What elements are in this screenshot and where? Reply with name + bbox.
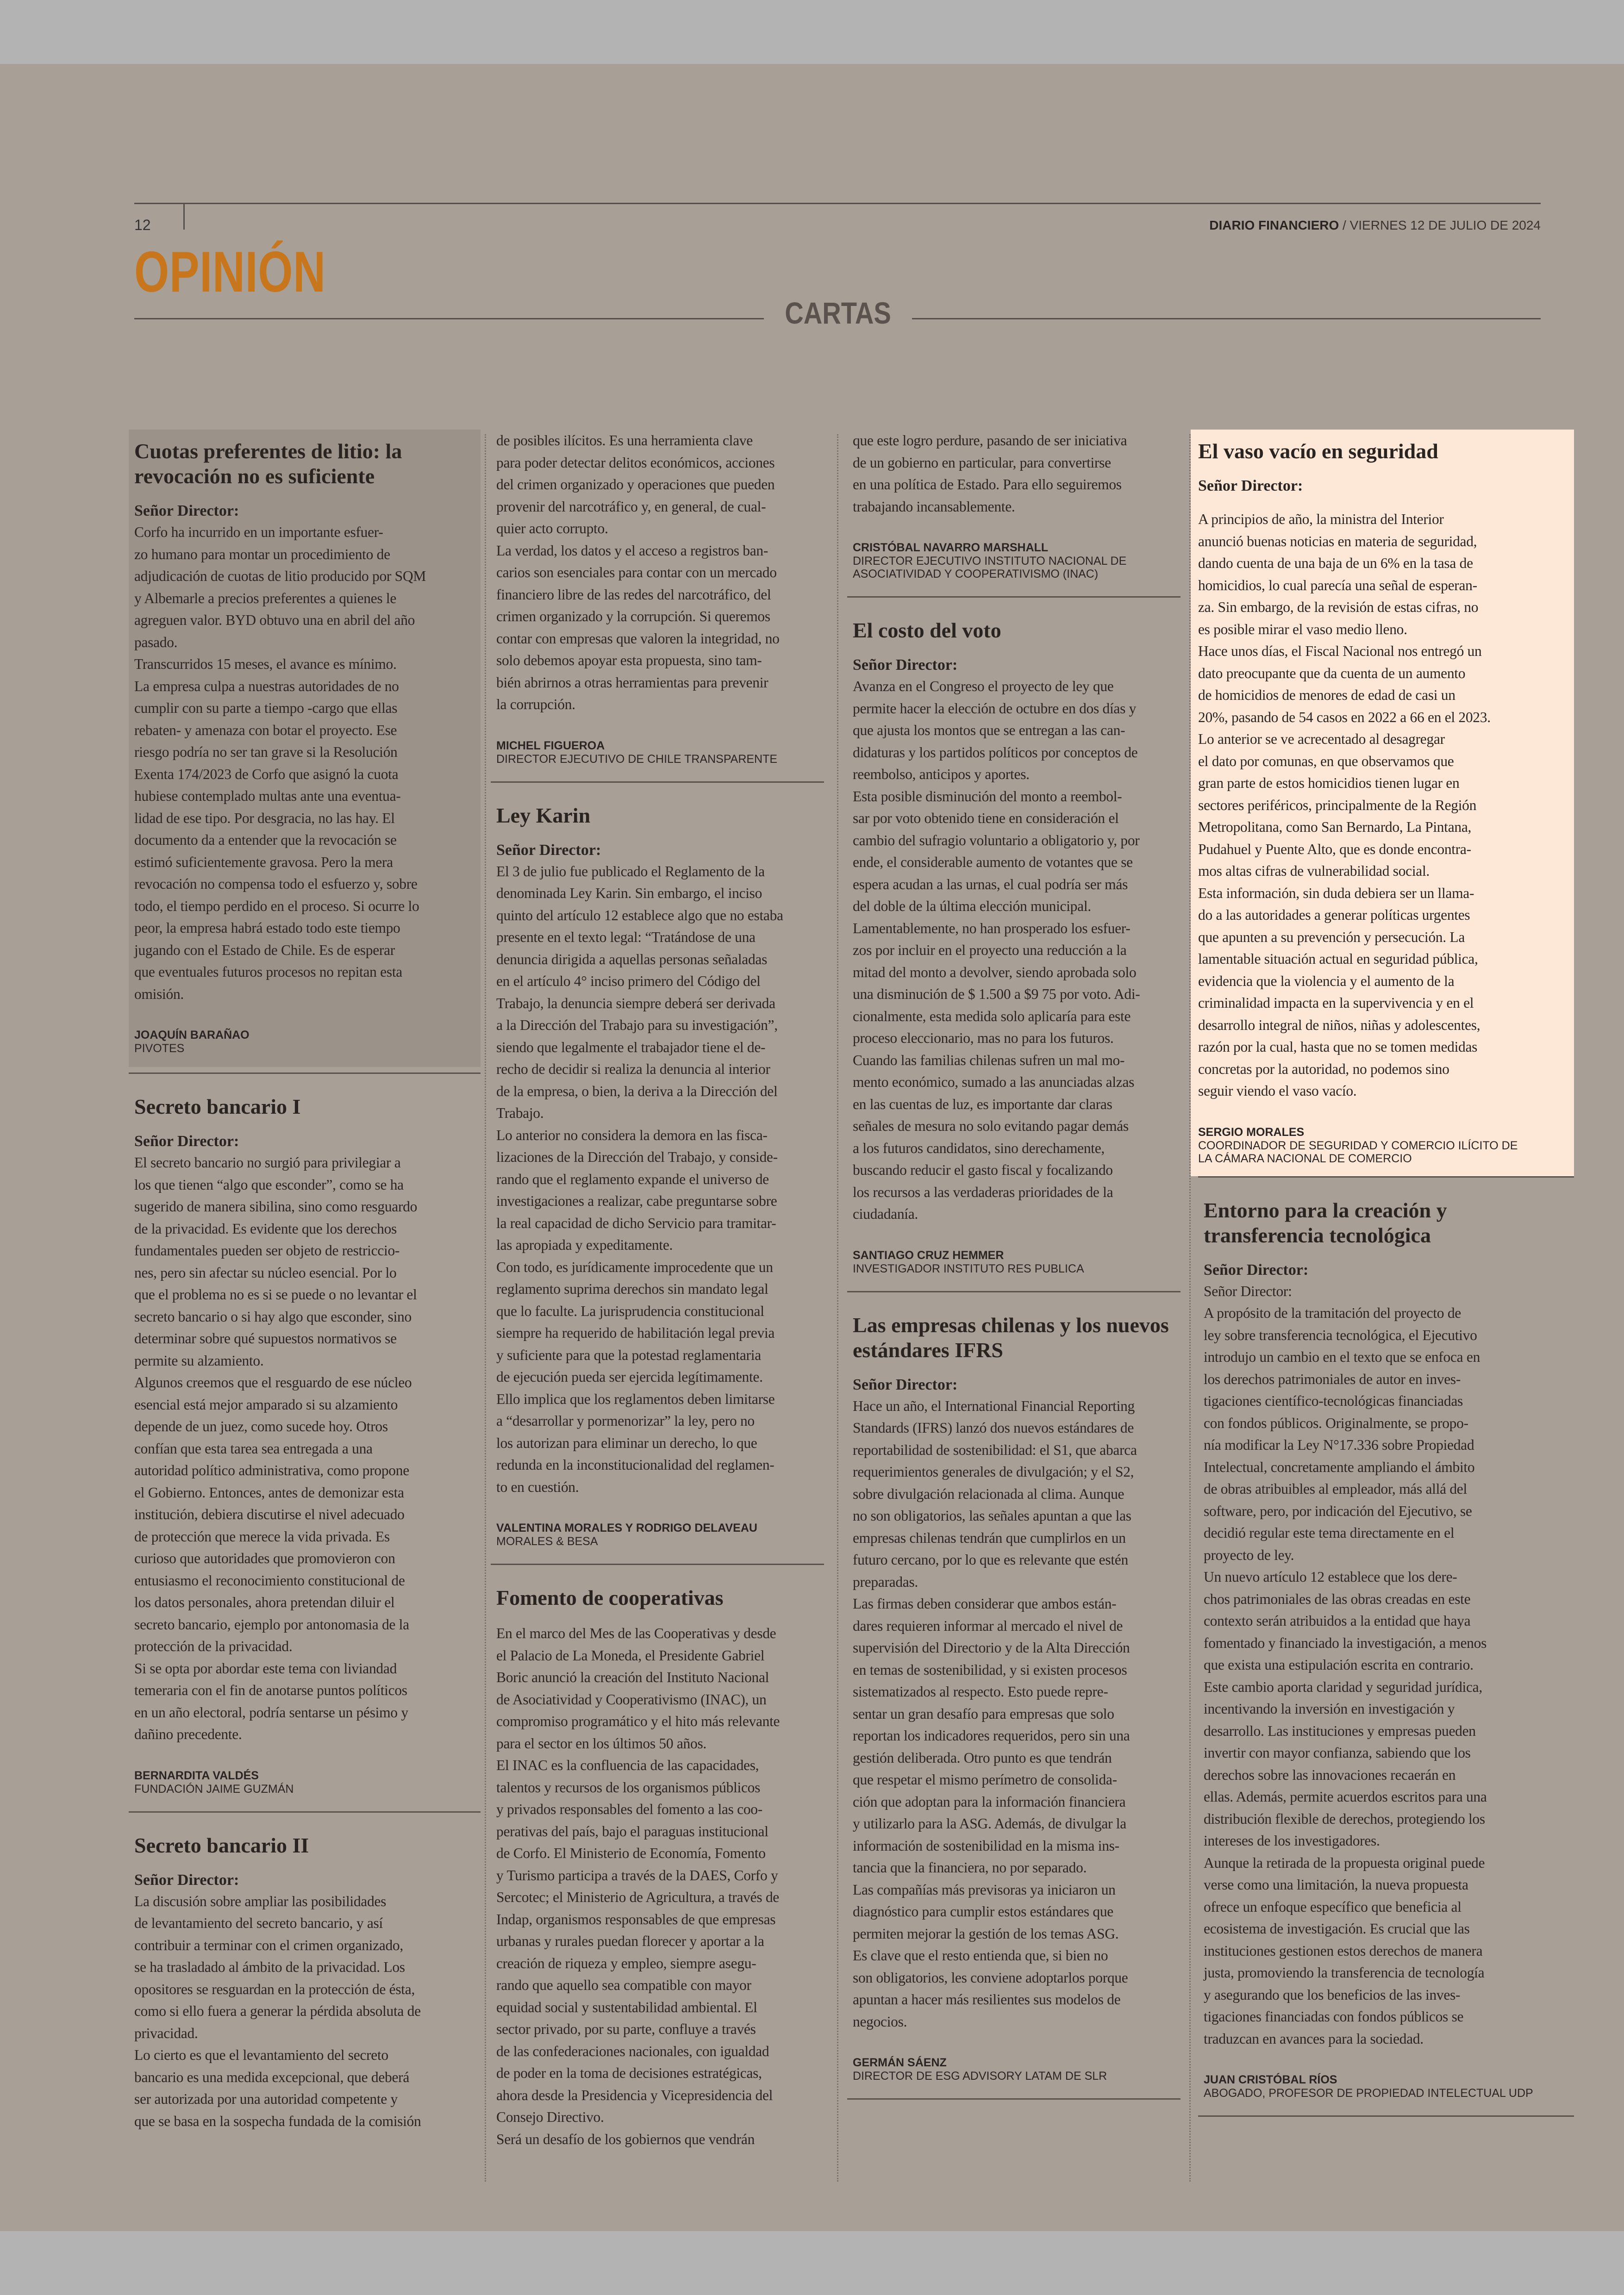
letter-author-role: DIRECTOR DE ESG ADVISORY LATAM DE SLR [853, 2070, 1107, 2083]
letter [847, 1313, 1181, 2093]
top-rule [134, 203, 1541, 204]
letter-headline: Cuotas preferentes de litio: la revocación no es suficiente [134, 439, 402, 488]
issue-date: / VIERNES 12 DE JULIO DE 2024 [1343, 218, 1541, 232]
column-divider [485, 434, 486, 2182]
letter [1191, 430, 1574, 1176]
letter-separator [847, 2098, 1181, 2100]
letter-body: de posibles ilícitos. Es una herramienta clave para poder detectar delitos económicos, acciones del crimen organizado y operaciones que pueden provenir del narcotráfico y, en general, de cual- quier acto corrupto. La verdad, los datos y el acceso a registros ban- carios son esenciales para contar con un mercado financiero libre de las redes del narcotráfico, del crimen organizado y la corrupción. Si queremos contar con empresas que valoren la integridad, no solo debemos apoyar esta propuesta, sino tam- bién abrirnos a otras herramientas para prevenir la corrupción. [496, 432, 780, 712]
letter-body: Avanza en el Congreso el proyecto de ley que permite hacer la elección de octubre en dos días y que ajusta los montos que se entregan a las can- didaturas y los partidos políticos por conceptos de reembolso, anticipos y aportes. Esta posible disminución del monto a reembol- sar por voto obtenido tiene en consideración el cambio del sufragio voluntario a obligatorio y, por ende, el considerable aumento de votantes que se espera acudan a las urnas, el cual podría ser más del doble de la última elección municipal. Lamentablemente, no han prosperado los esfuer- zos por incluir en el proyecto una reducción a la mitad del monto a devolver, siendo aprobada solo una disminución de $ 1.500 a $9 75 por voto. Adi- cionalmente, esta medida solo aplicaría para este proceso eleccionario, mas no para los futuros. Cuando las familias chilenas sufren un mal mo- mento económico, sumado a las anunciadas alzas en las cuentas de luz, es importante dar claras señales de mesura no solo evitando pagar demás a los futuros candidatos, sino derechamente, buscando reducir el gasto fiscal y focalizando los recursos a las verdaderas prioridades de la ciudadanía. [853, 678, 1140, 1222]
letter-headline: El costo del voto [853, 618, 1001, 642]
letter-author-role: ABOGADO, PROFESOR DE PROPIEDAD INTELECTUAL UDP [1204, 2087, 1533, 2100]
letter [1198, 1198, 1574, 2110]
column-1 [129, 430, 481, 2142]
newspaper-page [0, 64, 1624, 2231]
subsection-title: CARTAS [785, 296, 891, 330]
letter-separator [129, 1811, 481, 1813]
letter-greeting: Señor Director: [853, 656, 958, 674]
letter-separator [847, 1291, 1181, 1292]
letter-author-role: DIRECTOR EJECUTIVO INSTITUTO NACIONAL DE ASOCIATIVIDAD Y COOPERATIVISMO (INAC) [853, 555, 1127, 580]
letter-body: Hace un año, el International Financial Reporting Standards (IFRS) lanzó dos nuevos estándares de reportabilidad de sostenibilidad: el S1, que abarca requerimientos generales de divulgación; y el S2, sobre divulgación relacionada al clima. Aunque no son obligatorios, las señales apuntan a que las empresas chilenas tendrán que cumplirlos en un futuro cercano, por lo que es relevante que estén preparadas. Las firmas deben considerar que ambos están- dares requieren informar al mercado el nivel de supervisión del Directorio y de la Alta Dirección en temas de sostenibilidad, y si existen procesos sistematizados al respecto. Esto puede repre- sentar un gran desafío para empresas que solo reportan los indicadores requeridos, pero sin una gestión deliberada. Otro punto es que tendrán que respetar el mismo perímetro de consolida- ción que adoptan para la información financiera y utilizarlo para la ASG. Además, de divulgar la información de sostenibilidad en la misma ins- tancia que la financiera, no por separado. Las compañías más previsoras ya iniciaron un diagnóstico para cumplir estos estándares que permiten mejorar la gestión de los temas ASG. Es clave que el resto entienda que, si bien no son obligatorios, les conviene adoptarlos porque apuntan a hacer más resilientes sus modelos de negocios. [853, 1397, 1137, 2030]
letter-body: El secreto bancario no surgió para privilegiar a los que tienen “algo que esconder”, como se ha sugerido de manera sibilina, sino como resguardo de la privacidad. Es evidente que los derechos fundamentales pueden ser objeto de restriccio- nes, pero sin afectar su núcleo esencial. Por lo que el problema no es si se puede o no levantar el secreto bancario o si hay algo que esconder, sino determinar sobre qué supuestos normativos se permite su alzamiento. Algunos creemos que el resguardo de ese núcleo esencial está mejor amparado si su alzamiento depende de un juez, como sucede hoy. Otros confían que esta tarea sea entregada a una autoridad político administrativa, como propone el Gobierno. Entonces, antes de demonizar esta institución, debiera discutirse el nivel adecuado de protección que merece la vida privada. Es curioso que autoridades que promovieron con entusiasmo el reconocimiento constitucional de los datos personales, ahora pretendan diluir el secreto bancario, ejemplo por antonomasia de la protección de la privacidad. Si se opta por abordar este tema con liviandad temeraria con el fin de anotarse puntos políticos en un año electoral, podría sentarse un pésimo y dañino precedente. [134, 1154, 418, 1742]
letter-signature: JOAQUÍN BARAÑAO [134, 1029, 250, 1041]
greeting-spacer [1198, 496, 1541, 508]
letter-separator [491, 1564, 824, 1565]
letter-signature: BERNARDITA VALDÉS [134, 1769, 259, 1782]
letter-author-role: MORALES & BESA [496, 1535, 598, 1548]
letter-headline: Entorno para la creación y transferencia tecnológica [1204, 1198, 1447, 1247]
letter-headline: Ley Karin [496, 803, 591, 827]
letter-separator [1198, 1176, 1574, 1178]
letter-greeting: Señor Director: [1204, 1261, 1309, 1278]
letter-author-role: INVESTIGADOR INSTITUTO RES PUBLICA [853, 1262, 1084, 1275]
letter [129, 1833, 481, 2143]
letter-signature: MICHEL FIGUEROA [496, 739, 605, 752]
column-3 [847, 430, 1181, 2120]
letter [491, 430, 824, 776]
letter-signature: SERGIO MORALES [1198, 1125, 1305, 1139]
letter [491, 1585, 824, 2160]
letter-body: Corfo ha incurrido en un importante esfuer- zo humano para montar un procedimiento de adjudicación de cuotas de litio producido por SQM y Albemarle a precios preferentes a quienes le agreguen valor. BYD obtuvo una en abril del año pasado. Transcurridos 15 meses, el avance es mínimo. La empresa culpa a nuestras autoridades de no cumplir con su parte a tiempo -cargo que ellas rebaten- y amenaza con botar el proyecto. Ese riesgo podría no ser tan grave si la Resolución Exenta 174/2023 de Corfo que asignó la cuota hubiese contemplado multas ante una eventua- lidad de ese tipo. Por desgracia, no las hay. El documento da a entender que la revocación se estimó suficientemente gravosa. Pero la mera revocación no compensa todo el esfuerzo y, sobre todo, el tiempo perdido en el proceso. Si ocurre lo peor, la empresa habrá estado todo este tiempo jugando con el Estado de Chile. Es de esperar que eventuales futuros procesos no repitan esta omisión. [134, 524, 426, 1002]
letter-separator [847, 596, 1181, 598]
page-number: 12 [134, 217, 151, 233]
letter-body: La discusión sobre ampliar las posibilidades de levantamiento del secreto bancario, y así contribuir a terminar con el crimen organizado, se ha trasladado al ámbito de la privacidad. Los opositores se resguardan en la protección de ésta, como si ello fuera a generar la pérdida absoluta de privacidad. Lo cierto es que el levantamiento del secreto bancario es una medida excepcional, que deberá ser autorizada por una autoridad competente y que se basa en la sospecha fundada de la comisión [134, 1893, 421, 2129]
letter-signature: VALENTINA MORALES Y RODRIGO DELAVEAU [496, 1522, 757, 1534]
letter-author-role: PIVOTES [134, 1042, 185, 1055]
letter-headline: Fomento de cooperativas [496, 1586, 724, 1609]
letter-separator [1198, 2115, 1574, 2117]
letter-greeting: Señor Director: [134, 1133, 239, 1150]
letter-headline: Las empresas chilenas y los nuevos estándares IFRS [853, 1313, 1169, 1362]
letter-greeting: Señor Director: [134, 502, 239, 519]
column-2 [491, 430, 824, 2160]
letter-greeting: Señor Director: [134, 1871, 239, 1889]
letter [129, 1094, 481, 1806]
letter [847, 430, 1181, 591]
letter-body: El 3 de julio fue publicado el Reglamento de la denominada Ley Karin. Sin embargo, el inciso quinto del artículo 12 establece algo que no estaba presente en el texto legal: “Tratándose de una denuncia dirigida a aquellas personas señaladas en el artículo 4° inciso primero del Código del Trabajo, la denuncia siempre deberá ser derivada a la Dirección del Trabajo para su investigación”, siendo que legalmente el trabajador tiene el de- recho de decidir si realiza la denuncia al interior de la empresa, o bien, la deriva a la Dirección del Trabajo. Lo anterior no considera la demora en las fisca- lizaciones de la Dirección del Trabajo, y conside- rando que el reglamento expande el universo de investigaciones a realizar, cabe preguntarse sobre la real capacidad de dicho Servicio para tramitar- las apropiada y expeditamente. Con todo, es jurídicamente improcedente que un reglamento suprima derechos sin mandato legal que lo faculte. La jurisprudencia constitucional siempre ha requerido de habilitación legal previa y suficiente para que la potestad reglamentaria de ejecución pueda ser ejercida legítimamente. Ello implica que los reglamentos deben limitarse a “desarrollar y pormenorizar” la ley, pero no los autorizan para eliminar un derecho, lo que redunda en la inconstitucionalidad del reglamen- to en cuestión. [496, 863, 783, 1495]
letter-body: En el marco del Mes de las Cooperativas y desde el Palacio de La Moneda, el Presidente Gabriel Boric anunció la creación del Instituto Nacional de Asociatividad y Cooperativismo (INAC), un compromiso programático y el hito más relevante para el sector en los últimos 50 años. El INAC es la confluencia de las capacidades, talentos y recursos de los organismos públicos y privados responsables del fomento a las coo- perativas del país, bajo el paraguas institucional de Corfo. El Ministerio de Economía, Fomento y Turismo participa a través de la DAES, Corfo y Sercotec; el Ministerio de Agricultura, a través de Indap, organismos responsables de que empresas urbanas y rurales puedan florecer y aportar a la creación de riqueza y empleo, siempre asegu- rando que aquello sea compatible con mayor equidad social y sustentabilidad ambiental. El sector privado, por su parte, confluye a través de las confederaciones nacionales, con igualdad de poder en la toma de decisiones estratégicas, ahora desde la Presidencia y Vicepresidencia del Consejo Directivo. Será un desafío de los gobiernos que vendrán [496, 1625, 780, 2147]
page-number-divider [183, 204, 185, 230]
letter [129, 430, 481, 1067]
letter-greeting: Señor Director: [853, 1376, 958, 1393]
subsection-rule-right [912, 318, 1541, 319]
letter-body: que este logro perdure, pasando de ser iniciativa de un gobierno en particular, para convertirse en una política de Estado. Para ello seguiremos trabajando incansablemente. [853, 432, 1127, 515]
section-title: OPINIÓN [134, 240, 326, 304]
letter-signature: CRISTÓBAL NAVARRO MARSHALL [853, 541, 1049, 554]
letter [847, 618, 1181, 1285]
letter-body: A principios de año, la ministra del Interior anunció buenas noticias en materia de seguridad, dando cuenta de una baja de un 6% en la tasa de homicidios, lo cual parecía una señal de esperan- za. Sin embargo, de la revisión de estas cifras, no es posible mirar el vaso medio lleno. Hace unos días, el Fiscal Nacional nos entregó un dato preocupante que da cuenta de un aumento de homicidios de menores de edad de casi un 20%, pasando de 54 casos en 2022 a 66 en el 2023. Lo anterior se ve acrecentado al desagregar el dato por comunas, en que observamos que gran parte de estos homicidios tienen lugar en sectores periféricos, principalmente de la Región Metropolitana, como San Bernardo, La Pintana, Pudahuel y Puente Alto, que es donde encontra- mos altas cifras de vulnerabilidad social. Esta información, sin duda debiera ser un llama- do a las autoridades a generar políticas urgentes que apunten a su prevención y persecución. La lamentable situación actual en seguridad pública, evidencia que la violencia y el aumento de la criminalidad impacta en la supervivencia y en el desarrollo integral de niños, niñas y adolescentes, razón por la cual, hasta que no se tomen medidas concretas por la autoridad, no podemos sino seguir viendo el vaso vacío. [1198, 511, 1491, 1099]
column-divider [837, 434, 838, 2182]
letter-headline: Secreto bancario I [134, 1095, 301, 1118]
letter-signature: SANTIAGO CRUZ HEMMER [853, 1248, 1004, 1262]
letter-greeting: Señor Director: [1198, 477, 1303, 494]
letter [491, 803, 824, 1559]
letter-signature: JUAN CRISTÓBAL RÍOS [1204, 2073, 1337, 2086]
letter-greeting: Señor Director: [496, 841, 601, 859]
letter-headline: Secreto bancario II [134, 1833, 309, 1857]
masthead [1209, 218, 1541, 233]
letter-author-role: FUNDACIÓN JAIME GUZMÁN [134, 1782, 294, 1796]
column-4 [1198, 430, 1574, 2137]
letter-separator [129, 1073, 481, 1074]
letter-body: Señor Director: A propósito de la tramitación del proyecto de ley sobre transferencia tecnológica, el Ejecutivo introdujo un cambio en el texto que se enfoca en los derechos patrimoniales de autor en inves- tigaciones científico-tecnológicas financiadas con fondos públicos. Originalmente, se propo- nía modificar la Ley N°17.336 sobre Propiedad Intelectual, concretamente ampliando el ámbito de obras atribuibles al empleador, más allá del software, pero, por indicación del Ejecutivo, se decidió regular este tema directamente en el proyecto de ley. Un nuevo artículo 12 establece que los dere- chos patrimoniales de las obras creadas en este contexto serán atribuidos a la entidad que haya fomentado y financiado la investigación, a menos que exista una estipulación escrita en contrario. Este cambio aporta claridad y seguridad jurídica, incentivando la inversión en investigación y desarrollo. Las instituciones y empresas pueden invertir con mayor confianza, sabiendo que los derechos sobre las innovaciones recaerán en ellas. Además, permite acuerdos escritos para una distribución flexible de derechos, protegiendo los intereses de los investigadores. Aunque la retirada de la propuesta original puede verse como una limitación, la nueva propuesta ofrece un enfoque específico que beneficia al ecosistema de investigación. Es crucial que las instituciones gestionen estos derechos de manera justa, promoviendo la transferencia de tecnología y asegurando que los beneficios de las inves- tigaciones financiadas con fondos públicos se traduzcan en avances para la sociedad. [1204, 1283, 1487, 2047]
letter-separator [491, 781, 824, 783]
letter-author-role: DIRECTOR EJECUTIVO DE CHILE TRANSPARENTE [496, 752, 778, 766]
letter-headline: El vaso vacío en seguridad [1198, 439, 1438, 463]
letter-signature: GERMÁN SÁENZ [853, 2056, 947, 2069]
publication-name: DIARIO FINANCIERO [1209, 218, 1339, 232]
subsection-rule-left [134, 318, 764, 319]
letter-author-role: COORDINADOR DE SEGURIDAD Y COMERCIO ILÍCITO DE LA CÁMARA NACIONAL DE COMERCIO [1198, 1139, 1518, 1165]
